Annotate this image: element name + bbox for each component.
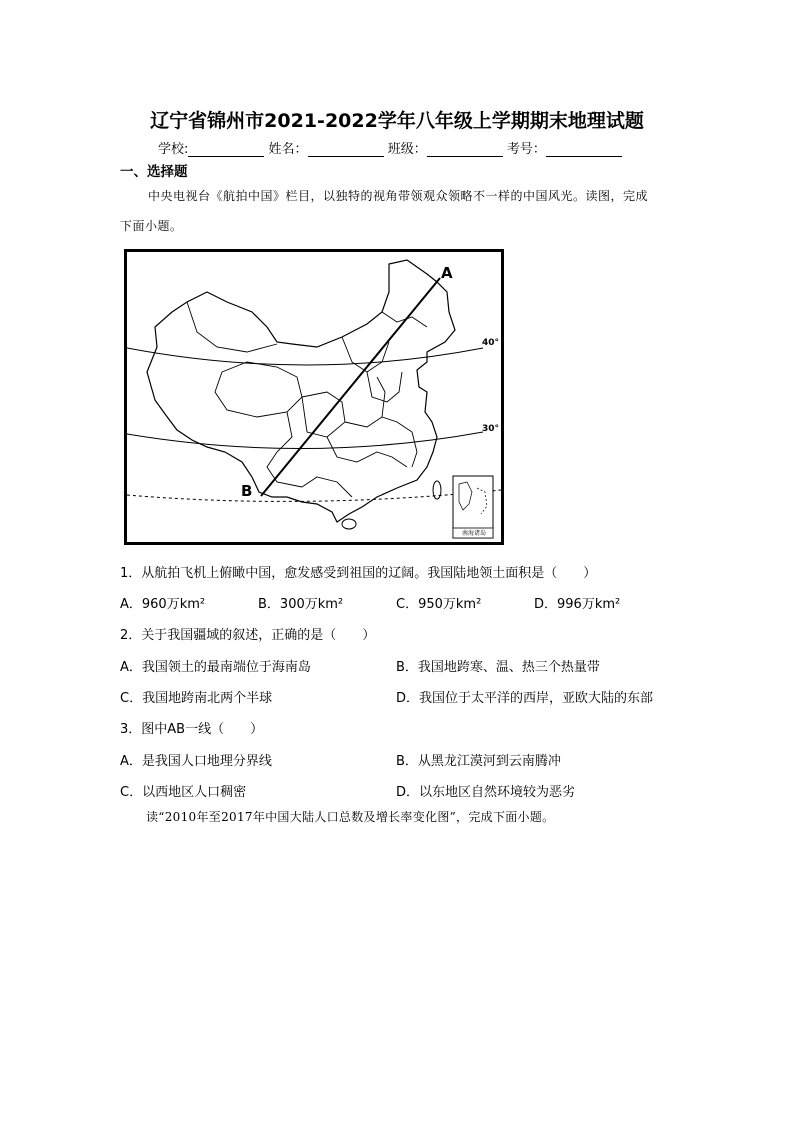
q2-option-c[interactable]: C．我国地跨南北两个半球 <box>120 691 273 706</box>
page-title: 辽宁省锦州市2021-2022学年八年级上学期期末地理试题 <box>150 110 644 132</box>
q2-option-d[interactable]: D．我国位于太平洋的西岸，亚欧大陆的东部 <box>396 691 654 706</box>
question-1-stem: 1．从航拍飞机上俯瞰中国，愈发感受到祖国的辽阔。我国陆地领土面积是（ ） <box>120 566 597 581</box>
q1-option-a[interactable]: A．960万km² <box>120 597 206 612</box>
china-map <box>127 252 501 542</box>
lat-30-line <box>127 432 483 449</box>
q3-option-d[interactable]: D．以东地区自然环境较为恶劣 <box>396 785 576 800</box>
lat-30-label: 30° <box>482 424 500 434</box>
section-heading: 一、选择题 <box>120 164 188 180</box>
q3-option-a[interactable]: A．是我国人口地理分界线 <box>120 754 272 769</box>
q2-option-b[interactable]: B．我国地跨寒、温、热三个热量带 <box>396 660 600 675</box>
name-blank[interactable] <box>308 142 384 157</box>
q3-option-c[interactable]: C．以西地区人口稠密 <box>120 785 247 800</box>
student-info-line <box>158 138 622 157</box>
point-a-label: A <box>441 264 453 282</box>
intro-paragraph: 中央电视台《航拍中国》栏目，以独特的视角带领观众领略不一样的中国风光。读图，完成下面小题。 <box>120 189 649 233</box>
q3-option-b[interactable]: B．从黑龙江漠河到云南腾冲 <box>396 754 561 769</box>
class-blank[interactable] <box>427 142 503 157</box>
name-label: 姓名： <box>268 142 308 157</box>
read-instruction: 读“2010年至2017年中国大陆人口总数及增长率变化图”，完成下面小题。 <box>146 810 555 824</box>
class-label: 班级： <box>387 142 427 157</box>
hainan-island <box>342 519 356 529</box>
inset-label: 南海诸岛 <box>461 530 486 537</box>
taiwan-island <box>433 481 441 499</box>
q1-option-d[interactable]: D．996万km² <box>534 597 621 612</box>
tropic-line <box>127 490 501 501</box>
q2-option-a[interactable]: A．我国领土的最南端位于海南岛 <box>120 660 311 675</box>
china-outline <box>147 260 455 522</box>
point-b-label: B <box>241 482 253 500</box>
china-map-figure <box>124 249 504 545</box>
exam-no-blank[interactable] <box>546 142 622 157</box>
question-3-stem: 3．图中AB一线（ ） <box>120 722 264 737</box>
school-blank[interactable] <box>188 142 264 157</box>
school-label: 学校: <box>158 142 189 157</box>
exam-no-label: 考号： <box>506 142 546 157</box>
question-2-stem: 2．关于我国疆域的叙述，正确的是（ ） <box>120 628 376 643</box>
q1-option-b[interactable]: B．300万km² <box>258 597 344 612</box>
lat-40-label: 40° <box>482 338 500 348</box>
q1-option-c[interactable]: C．950万km² <box>396 597 482 612</box>
